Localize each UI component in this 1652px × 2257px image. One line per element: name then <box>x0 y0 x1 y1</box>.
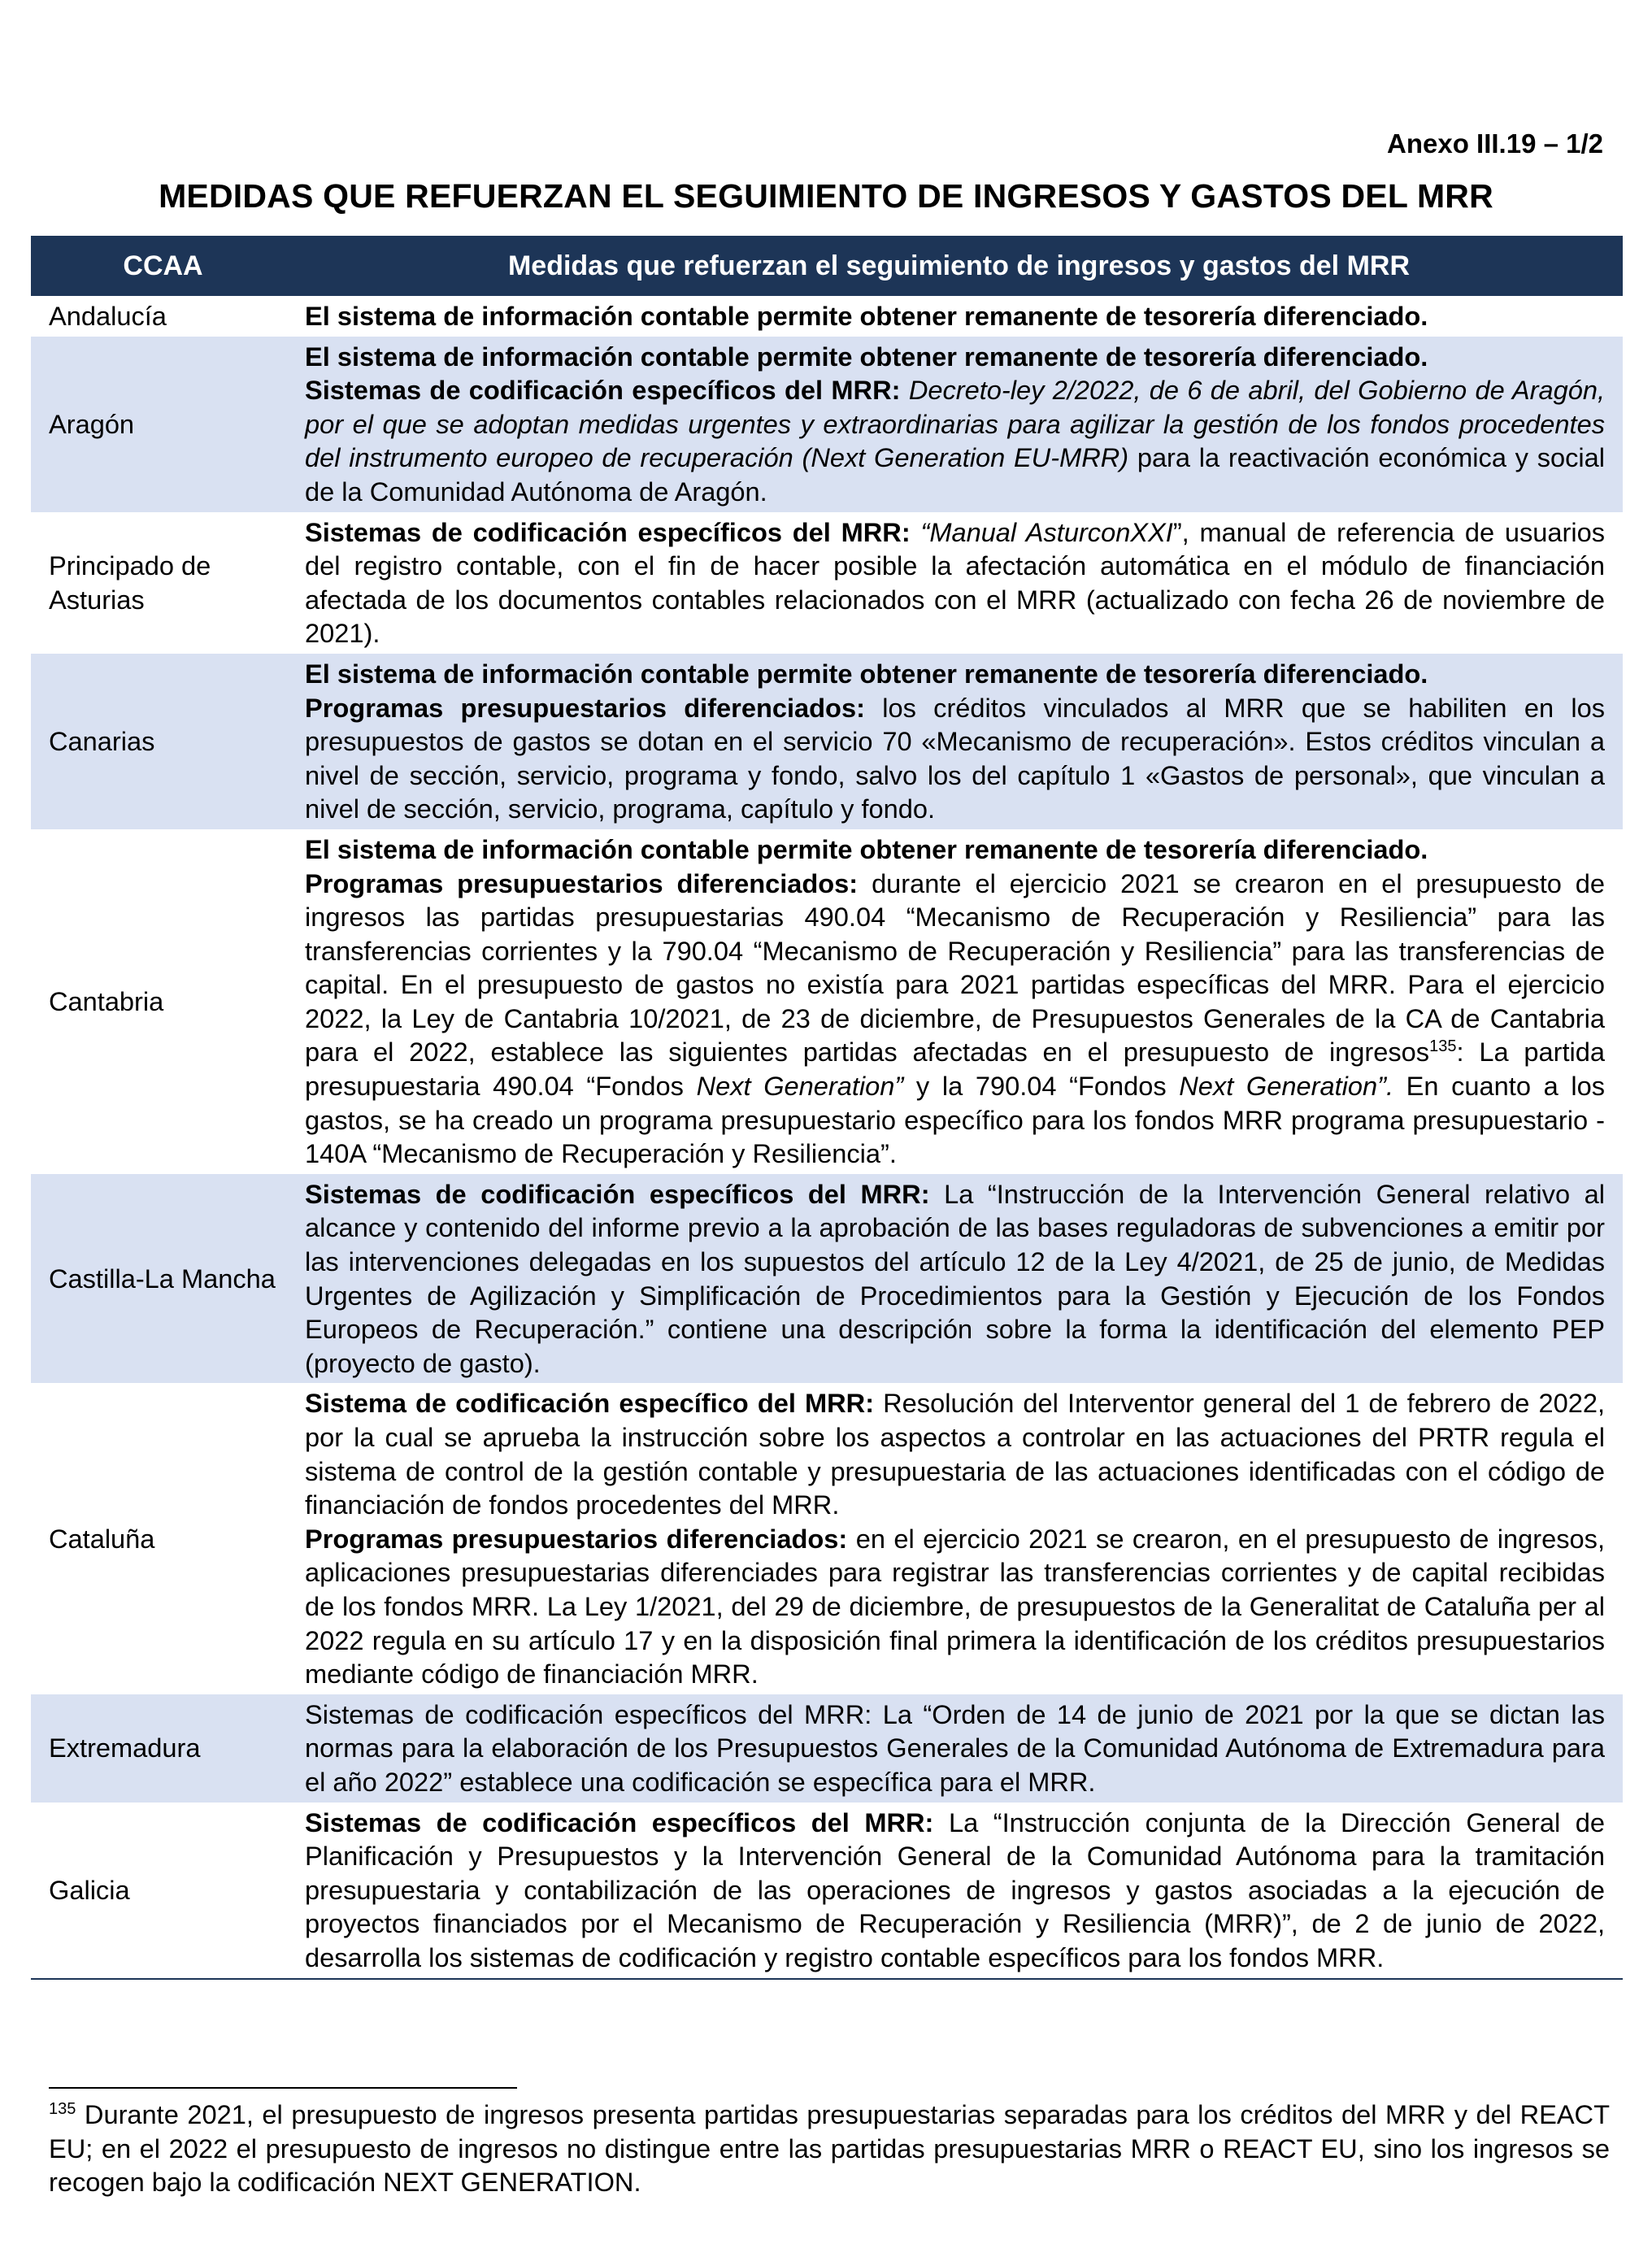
table-row <box>31 337 1623 512</box>
ccaa-cell: Cataluña <box>49 1523 155 1554</box>
table-body <box>31 296 1623 1979</box>
table-row <box>31 512 1623 654</box>
measure-text: En cuanto a los gastos, se ha creado un programa presupuestario específico para los fondos MRR programa presupuestario - 140A “Mecanismo de Recuperación y Resiliencia”. <box>305 1071 1605 1169</box>
table-row <box>31 296 1623 337</box>
measures-cell <box>295 1383 1623 1694</box>
measure-text: Sistemas de codificación específicos del MRR: <box>305 375 909 406</box>
table-row <box>31 1383 1623 1694</box>
ccaa-cell: Canarias <box>31 654 295 829</box>
footnote <box>49 2098 1610 2199</box>
footnote-reference: 135 <box>1429 1037 1457 1056</box>
ccaa-cell: Galicia <box>31 1803 295 1979</box>
ccaa-cell: Extremadura <box>31 1694 295 1803</box>
measure-text: El sistema de información contable permite obtener remanente de tesorería diferenciado. <box>305 833 1428 864</box>
measure-text: los créditos vinculados al MRR que se habiliten en los presupuestos de gastos se dotan en el servicio 70 «Mecanismo de recuperación». Estos créditos vinculan a nivel de sección, servicio, programa y fondo, salvo los del capítulo 1 «Gastos de personal», que vinculan a nivel de sección, servicio, programa, capítulo y fondo. <box>305 692 1606 824</box>
footnote-number: 135 <box>49 2100 76 2119</box>
measure-text: Next Generation” <box>696 1071 904 1102</box>
footnote-text: Durante 2021, el presupuesto de ingresos presenta partidas presupuestarias separadas para los créditos del MRR y del REACT EU; en el 2022 el presupuesto de ingresos no distingue entre las partidas presupuestarias MRR o REACT EU, sino los ingresos se recogen bajo la codificación NEXT GENERATION. <box>49 2099 1610 2198</box>
page-title: MEDIDAS QUE REFUERZAN EL SEGUIMIENTO DE INGRESOS Y GASTOS DEL MRR <box>159 177 1493 215</box>
measure-text: Sistemas de codificación específicos del MRR: <box>305 516 921 547</box>
table-row <box>31 1694 1623 1803</box>
ccaa-cell: Principado de Asturias <box>49 550 211 615</box>
measure-text: y la 790.04 “Fondos <box>903 1071 1180 1102</box>
measures-cell <box>295 337 1623 512</box>
measure-text: La “Instrucción de la Intervención General relativo al alcance y contenido del informe previo a la aprobación de las bases reguladoras de subvenciones a emitir por las intervenciones delegadas en los supuestos del artículo 12 de la Ley 4/2021, de 25 de junio, de Medidas Urgentes de Agilización y Simplificación de Procedimientos para la Gestión y Ejecución de los Fondos Europeos de Recuperación.” contiene una descripción sobre la forma la identificación del elemento PEP (proyecto de gasto). <box>305 1178 1605 1378</box>
column-header-measures: Medidas que refuerzan el seguimiento de ingresos y gastos del MRR <box>295 236 1623 296</box>
measure-text: La “Instrucción conjunta de la Dirección General de Planificación y Presupuestos y la Intervención General de la Comunidad Autónoma para la tramitación presupuestaria y contabilización de las operaciones de ingresos y gastos asociadas a la ejecución de proyectos financiados por el Mecanismo de Recuperación y Resiliencia (MRR)”, de 2 de junio de 2022, desarrolla los sistemas de codificación y registro contable específicos para los fondos MRR. <box>305 1807 1605 1972</box>
measure-text: Resolución del Interventor general del 1 de febrero de 2022, por la cual se aprueba la instrucción sobre los aspectos a controlar en las actuaciones del PRTR regula el sistema de control de la gestión contable y presupuestaria de las actuaciones identificadas con el código de financiación de fondos procedentes del MRR. <box>305 1388 1605 1520</box>
measures-cell <box>295 296 1623 337</box>
table-row <box>31 829 1623 1174</box>
measure-text: El sistema de información contable permite obtener remanente de tesorería diferenciado. <box>305 658 1428 689</box>
table-row <box>31 1803 1623 1979</box>
measures-table <box>31 236 1623 1980</box>
measure-text: Programas presupuestarios diferenciados: <box>305 692 883 723</box>
table-header-row <box>31 236 1623 296</box>
measures-cell <box>295 512 1623 654</box>
measure-text: Programas presupuestarios diferenciados: <box>305 868 872 898</box>
ccaa-cell: Cantabria <box>49 986 164 1017</box>
annex-label: Anexo III.19 – 1/2 <box>1387 128 1603 159</box>
ccaa-cell: Andalucía <box>49 301 167 331</box>
measure-text: : La partida presupuestaria 490.04 “Fondos <box>305 1037 1605 1102</box>
ccaa-cell: Aragón <box>31 337 295 512</box>
measures-cell <box>295 1694 1623 1803</box>
measure-text: para la reactivación económica y social de la Comunidad Autónoma de Aragón. <box>305 442 1605 507</box>
measure-text: Sistemas de codificación específicos del MRR: <box>305 1178 945 1209</box>
measure-text: El sistema de información contable permite obtener remanente de tesorería diferenciado. <box>305 301 1428 331</box>
ccaa-cell: Castilla-La Mancha <box>31 1174 295 1384</box>
footnote-separator <box>49 2087 517 2089</box>
measure-text: El sistema de información contable permite obtener remanente de tesorería diferenciado. <box>305 341 1428 372</box>
measures-cell <box>295 1174 1623 1384</box>
measure-text: Sistemas de codificación específicos del MRR: La “Orden de 14 de junio de 2021 por la que se dictan las normas para la elaboración de los Presupuestos Generales de la Comunidad Autónoma de Extremadura para el año 2022” establece una codificación se específica para el MRR. <box>305 1698 1605 1797</box>
column-header-ccaa: CCAA <box>31 236 295 296</box>
measure-text: Decreto-ley 2/2022, de 6 de abril, del Gobierno de Aragón, por el que se adoptan medidas urgentes y extraordinarias para agilizar la gestión de los fondos procedentes del instrumento europeo de recuperación (Next Generation EU-MRR) <box>305 375 1605 473</box>
measures-cell <box>295 829 1623 1174</box>
table-row <box>31 1174 1623 1384</box>
measure-text: ”, manual de referencia de usuarios del registro contable, con el fin de hacer posible la afectación automática en el módulo de financiación afectada de los documentos contables relacionados con el MRR (actualizado con fecha 26 de noviembre de 2021). <box>305 516 1605 649</box>
measure-text: Sistema de codificación específico del MRR: <box>305 1388 884 1419</box>
measure-text: Programas presupuestarios diferenciados: <box>305 1523 856 1554</box>
measure-text: “Manual AsturconXXI <box>920 516 1173 547</box>
measures-cell <box>295 1803 1623 1979</box>
measure-text: Next Generation”. <box>1179 1071 1393 1102</box>
table-row <box>31 654 1623 829</box>
measure-text: en el ejercicio 2021 se crearon, en el presupuesto de ingresos, aplicaciones presupuestarias diferenciades para registrar las transferencias corrientes y de capital recibidas de los fondos MRR. La Ley 1/2021, del 29 de diciembre, de presupuestos de la Generalitat de Cataluña per al 2022 regula en su artículo 17 y en la disposición final primera la identificación de los créditos presupuestarios mediante código de financiación MRR. <box>305 1523 1606 1689</box>
measures-cell <box>295 654 1623 829</box>
measure-text: durante el ejercicio 2021 se crearon en el presupuesto de ingresos las partidas presupuestarias 490.04 “Mecanismo de Recuperación y Resiliencia” para las transferencias corrientes y la 790.04 “Mecanismo de Recuperación y Resiliencia” para las transferencias de capital. En el presupuesto de gastos no existía para 2021 partidas específicas del MRR. Para el ejercicio 2022, la Ley de Cantabria 10/2021, de 23 de diciembre, de Presupuestos Generales de la CA de Cantabria para el 2022, establece las siguientes partidas afectadas en el presupuesto de ingresos <box>305 868 1605 1068</box>
measure-text: Sistemas de codificación específicos del MRR: <box>305 1807 949 1837</box>
